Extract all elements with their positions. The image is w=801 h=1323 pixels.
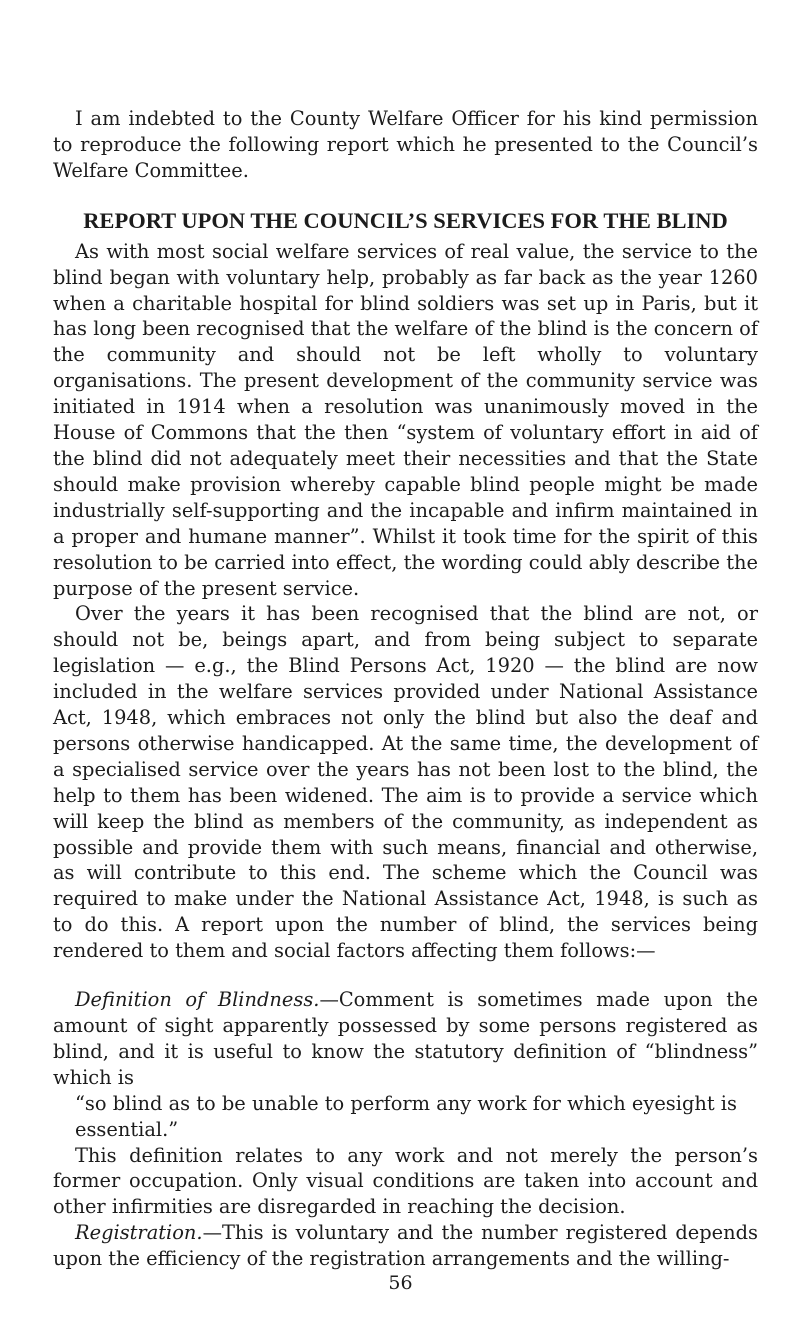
- page-number: 56: [388, 1272, 413, 1294]
- definition-heading: Definition of Blindness.: [75, 988, 320, 1012]
- registration-text: —This is voluntary and the number registered depends upon the efficiency of the registration arrangements and the willing-: [53, 1221, 758, 1271]
- report-title: REPORT UPON THE COUNCIL’S SERVICES FOR THE BLIND: [83, 207, 728, 233]
- intro-paragraph: I am indebted to the County Welfare Officer for his kind permission to reproduce the following report which he presented to the Council’s Welfare Committee.: [53, 107, 758, 182]
- body-paragraph-history: As with most social welfare services of real value, the service to the blind began with voluntary help, probably as far back as the year 1260 when a charitable hospital for blind soldiers was set up in Paris, but it has long been recognised that the welfare of the blind is the concern of the community and should not be left wholly to voluntary organisations. The present development of the community service was initiated in 1914 when a resolution was unanimously moved in the House of Commons that the then “system of voluntary effort in aid of the blind did not adequately meet their necessities and that the State should make provision whereby capable blind people might be made industrially self-supporting and the incapable and infirm maintained in a proper and humane manner”. Whilst it took time for the spirit of this resolution to be carried into effect, the wording could ably describe the purpose of the present service.: [53, 239, 758, 600]
- page-body: [53, 106, 758, 1272]
- definition-paragraph: [53, 987, 758, 1091]
- body-paragraph-legislation: Over the years it has been recognised that the blind are not, or should not be, beings apart, and from being subject to separate legislation — e.g., the Blind Persons Act, 1920 — the blind are now included in the welfare services provided under National Assistance Act, 1948, which embraces not only the blind but also the deaf and persons otherwise handicapped. At the same time, the development of a specialised service over the years has not been lost to the blind, the help to them has been widened. The aim is to provide a service which will keep the blind as members of the community, as independent as possible and provide them with such means, financial and otherwise, as will contribute to this end. The scheme which the Council was required to make under the National Assistance Act, 1948, is such as to do this. A report upon the number of blind, the services being rendered to them and social factors affecting them follows:—: [53, 602, 758, 963]
- definition-text: —Comment is sometimes made upon the amount of sight apparently possessed by some persons registered as blind, and it is useful to know the statutory definition of “blindness” which is: [53, 988, 758, 1089]
- registration-heading: Registration.: [75, 1221, 203, 1245]
- definition-follow-paragraph: This definition relates to any work and not merely the person’s former occupation. Only visual conditions are taken into account and other infirmities are disregarded in reaching the decision.: [53, 1143, 758, 1219]
- registration-paragraph: [53, 1220, 758, 1272]
- definition-quote: “so blind as to be unable to perform any work for which eyesight is essential.”: [75, 1091, 737, 1141]
